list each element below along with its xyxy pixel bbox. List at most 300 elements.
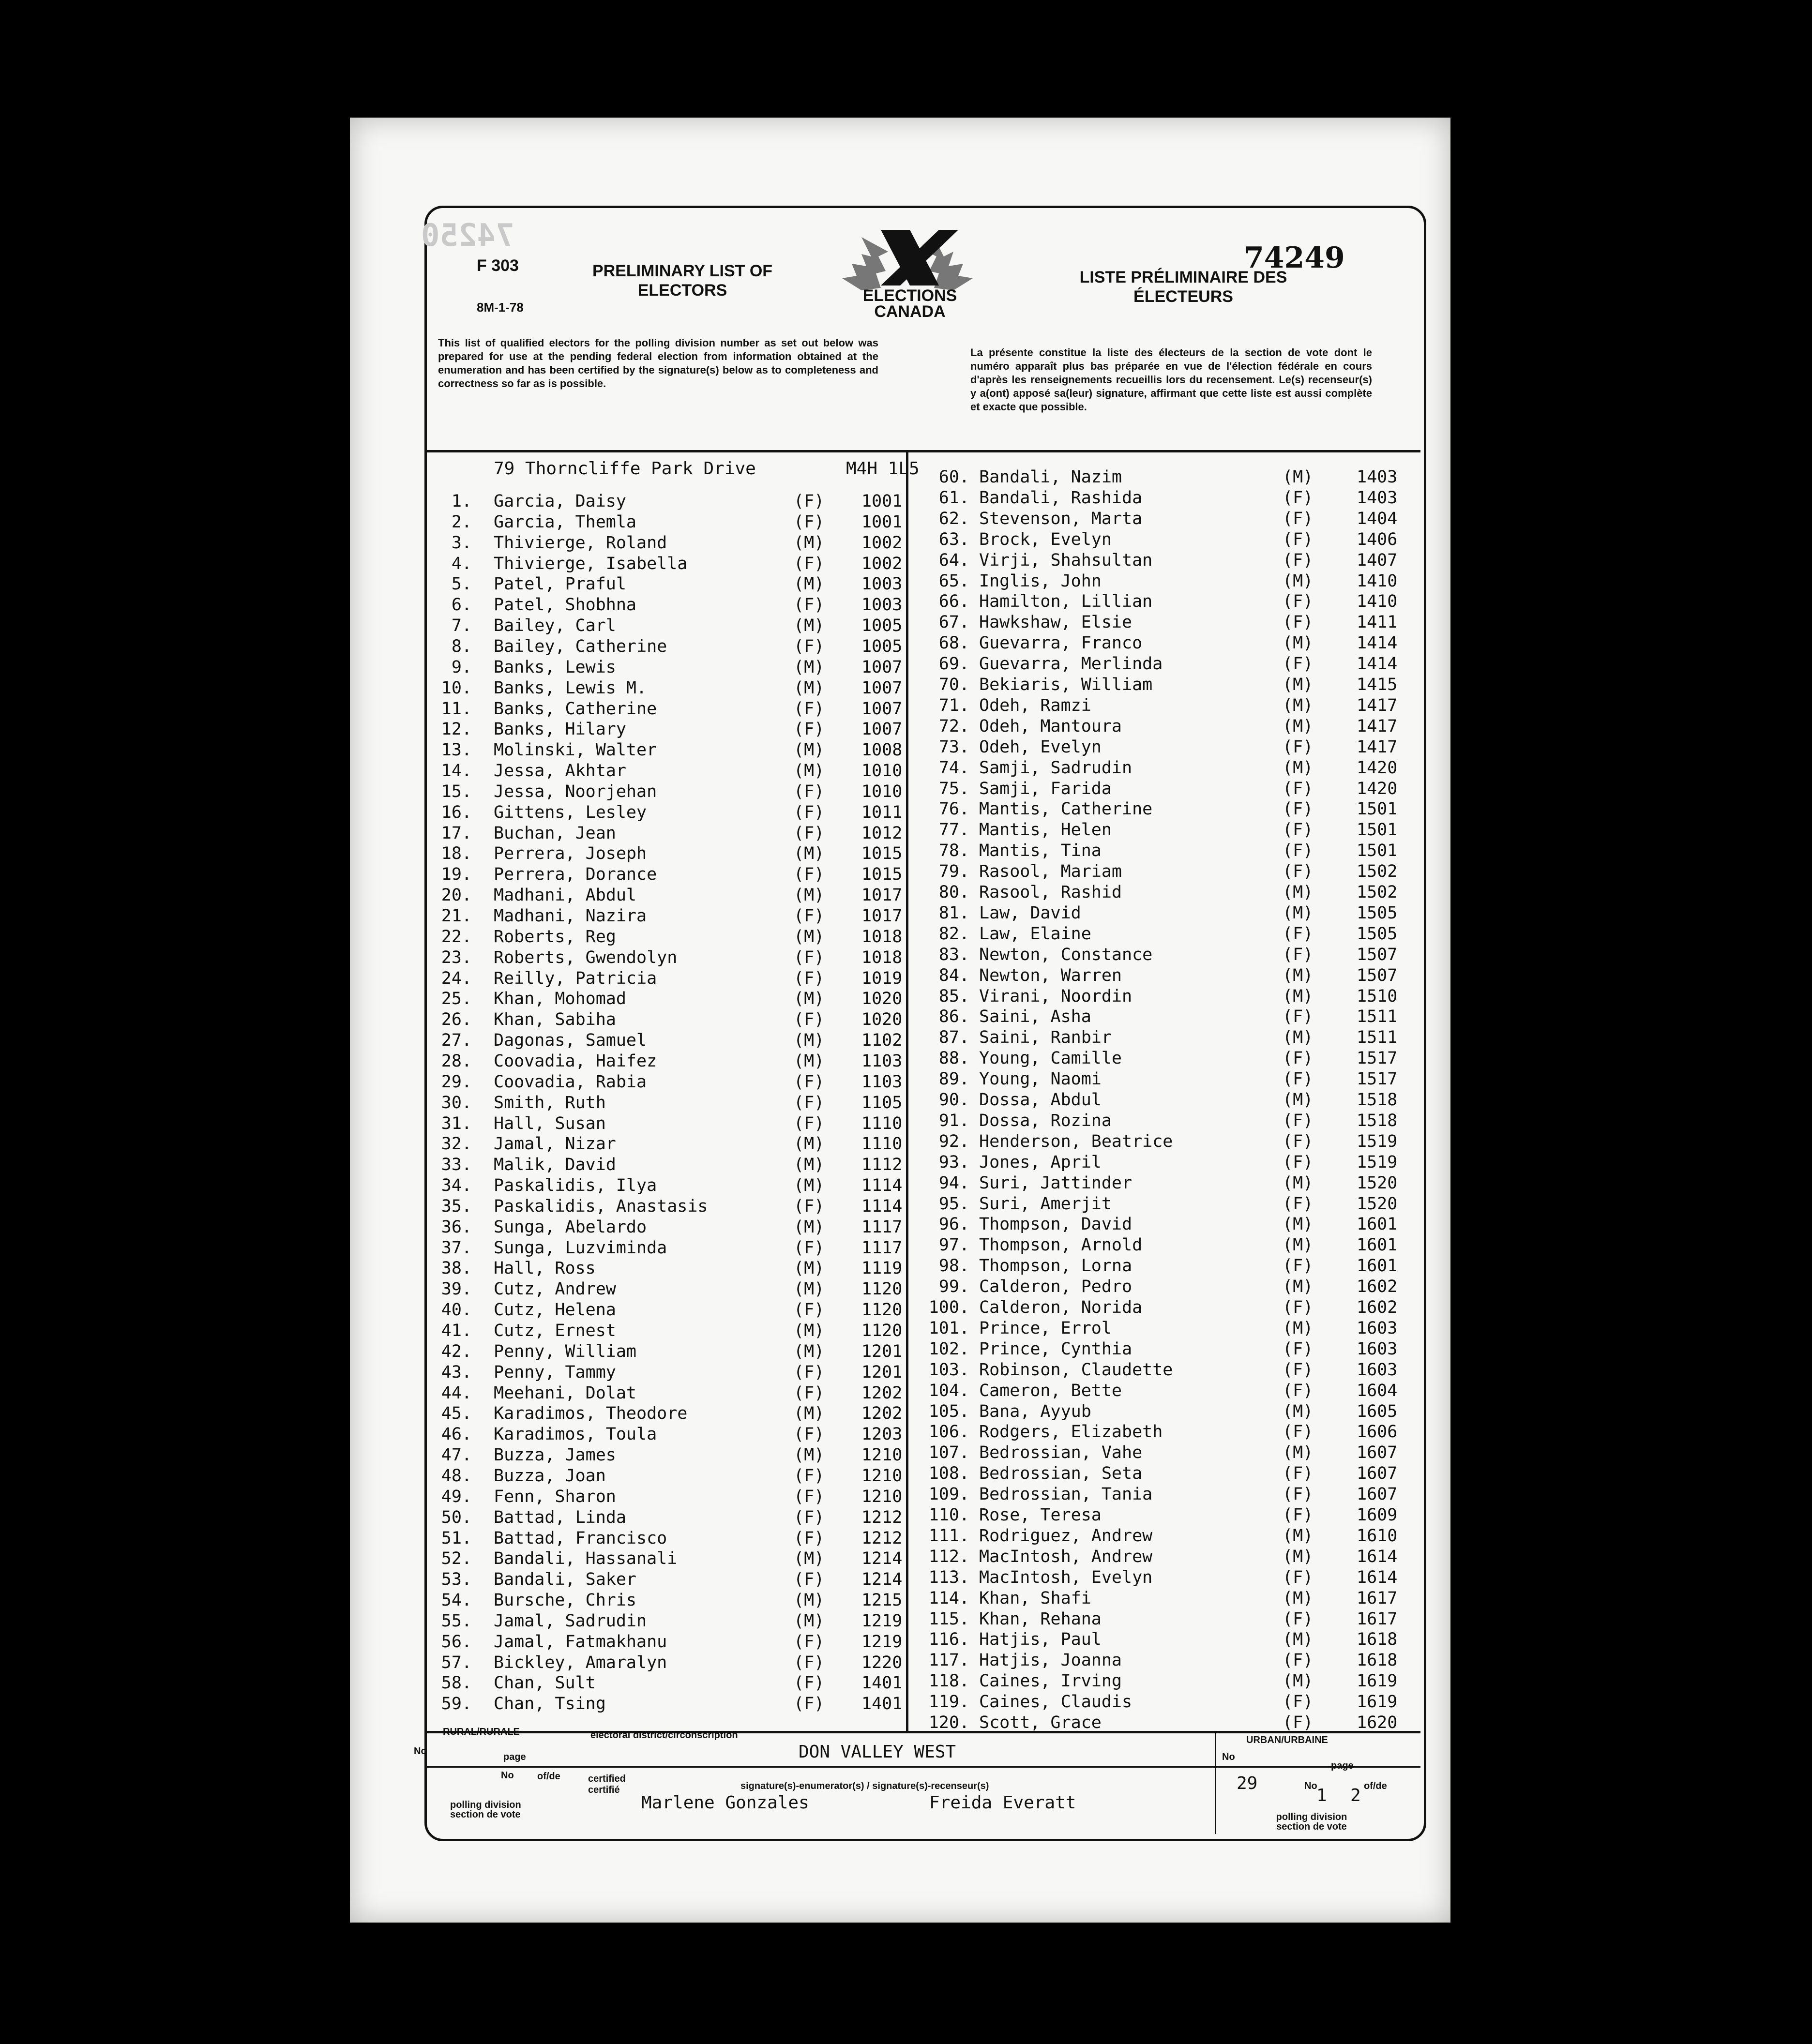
- elector-row: [909, 716, 1422, 737]
- elector-sex: (F): [1283, 1152, 1314, 1172]
- elector-sex: (M): [794, 927, 825, 947]
- elector-number: 12.: [441, 720, 472, 739]
- elector-row: [909, 965, 1422, 986]
- elector-number: 120.: [928, 1713, 969, 1732]
- elector-apartment: 1018: [861, 927, 903, 947]
- elector-row: [426, 719, 905, 740]
- rural-no-label: No: [414, 1746, 427, 1757]
- elector-name: Rasool, Mariam: [979, 862, 1122, 882]
- elector-number: 59.: [441, 1694, 472, 1714]
- elector-apartment: 1401: [861, 1694, 903, 1714]
- elector-row: [909, 1048, 1422, 1069]
- elector-name: Robinson, Claudette: [979, 1360, 1173, 1380]
- rural-page-label: page: [503, 1752, 526, 1762]
- elector-apartment: 1210: [861, 1445, 903, 1465]
- header-divider: [426, 450, 1420, 452]
- elector-row: [426, 1238, 905, 1259]
- elector-number: 37.: [441, 1238, 472, 1258]
- elector-row: [909, 1173, 1422, 1194]
- elector-number: 101.: [928, 1318, 969, 1338]
- elector-number: 61.: [938, 488, 969, 508]
- elector-row: [426, 1466, 905, 1487]
- elector-number: 43.: [441, 1362, 472, 1382]
- elector-apartment: 1219: [861, 1632, 903, 1652]
- elector-row: [426, 1362, 905, 1383]
- elector-number: 44.: [441, 1383, 472, 1403]
- elector-number: 102.: [928, 1339, 969, 1359]
- elector-name: Rodriguez, Andrew: [979, 1526, 1153, 1546]
- elector-number: 1.: [451, 492, 472, 511]
- elector-sex: (F): [1283, 592, 1314, 612]
- elector-apartment: 1518: [1357, 1111, 1398, 1130]
- elector-number: 96.: [938, 1215, 969, 1234]
- elector-row: [426, 1175, 905, 1196]
- elector-name: Calderon, Pedro: [979, 1277, 1132, 1297]
- elector-row: [426, 906, 905, 927]
- elector-row: [909, 861, 1422, 882]
- elector-name: Rodgers, Elizabeth: [979, 1422, 1163, 1442]
- elector-name: Young, Camille: [979, 1049, 1122, 1068]
- elector-apartment: 1410: [1357, 571, 1398, 591]
- elector-number: 95.: [938, 1194, 969, 1214]
- elector-name: Dossa, Rozina: [979, 1111, 1112, 1130]
- elector-name: Chan, Sult: [494, 1673, 596, 1693]
- elector-number: 49.: [441, 1487, 472, 1506]
- urban-no-label: No: [1222, 1752, 1235, 1762]
- elector-name: Patel, Shobhna: [494, 595, 637, 615]
- elector-apartment: 1012: [861, 823, 903, 843]
- elector-row: [909, 633, 1422, 654]
- urban-page-label: page: [1331, 1760, 1354, 1771]
- elector-apartment: 1603: [1357, 1360, 1398, 1380]
- elector-sex: (F): [794, 1487, 825, 1506]
- elector-apartment: 1005: [861, 636, 903, 656]
- elector-number: 41.: [441, 1321, 472, 1340]
- elector-name: Saini, Asha: [979, 1007, 1091, 1027]
- polling-division-number: 29: [1237, 1773, 1258, 1793]
- elector-sex: (F): [1283, 654, 1314, 674]
- elector-row: [426, 1093, 905, 1113]
- elector-apartment: 1614: [1357, 1547, 1398, 1566]
- elector-apartment: 1019: [861, 968, 903, 988]
- elector-row: [909, 924, 1422, 945]
- elector-sex: (F): [794, 947, 825, 967]
- elector-sex: (F): [794, 699, 825, 719]
- elector-name: Newton, Constance: [979, 945, 1153, 964]
- elector-number: 8.: [451, 636, 472, 656]
- elector-sex: (M): [794, 1341, 825, 1361]
- elector-number: 69.: [938, 654, 969, 674]
- elector-apartment: 1401: [861, 1673, 903, 1693]
- elector-sex: (M): [794, 616, 825, 636]
- elector-name: Samji, Farida: [979, 779, 1112, 798]
- elector-number: 60.: [938, 467, 969, 487]
- column-divider: [906, 451, 908, 1733]
- elector-number: 23.: [441, 947, 472, 967]
- elector-row: [909, 737, 1422, 758]
- elector-row: [909, 1588, 1422, 1609]
- elector-sex: (F): [1283, 820, 1314, 840]
- elector-apartment: 1011: [861, 802, 903, 822]
- elector-apartment: 1602: [1357, 1277, 1398, 1297]
- elector-sex: (M): [1283, 1173, 1314, 1193]
- elector-sex: (M): [1283, 1630, 1314, 1650]
- elector-number: 108.: [928, 1464, 969, 1484]
- elector-sex: (M): [1283, 1090, 1314, 1110]
- elector-number: 104.: [928, 1381, 969, 1400]
- elector-number: 93.: [938, 1152, 969, 1172]
- elector-sex: (M): [1283, 675, 1314, 694]
- elector-number: 35.: [441, 1196, 472, 1216]
- elector-name: Karadimos, Toula: [494, 1425, 657, 1444]
- elector-sex: (M): [1283, 1588, 1314, 1608]
- elector-number: 19.: [441, 865, 472, 885]
- elector-apartment: 1606: [1357, 1422, 1398, 1442]
- elector-sex: (F): [1283, 550, 1314, 570]
- elector-sex: (M): [1283, 1215, 1314, 1234]
- elector-sex: (F): [794, 1528, 825, 1548]
- elector-number: 84.: [938, 965, 969, 985]
- elector-name: Coovadia, Rabia: [494, 1072, 647, 1092]
- elector-row: [909, 1152, 1422, 1173]
- elector-sex: (M): [1283, 633, 1314, 653]
- elector-apartment: 1601: [1357, 1235, 1398, 1255]
- elector-name: Banks, Catherine: [494, 699, 657, 719]
- elector-number: 53.: [441, 1570, 472, 1590]
- elector-sex: (F): [794, 720, 825, 739]
- elector-row: [426, 636, 905, 657]
- elector-name: Hatjis, Paul: [979, 1630, 1102, 1650]
- elector-name: Roberts, Reg: [494, 927, 616, 947]
- elector-apartment: 1417: [1357, 737, 1398, 757]
- elector-row: [909, 675, 1422, 695]
- elector-number: 85.: [938, 986, 969, 1006]
- elector-name: Battad, Linda: [494, 1507, 626, 1527]
- elector-apartment: 1020: [861, 1010, 903, 1030]
- elector-row: [909, 1090, 1422, 1111]
- elector-row: [909, 1277, 1422, 1297]
- elector-apartment: 1112: [861, 1155, 903, 1175]
- elector-row: [426, 1673, 905, 1694]
- elector-row: [909, 1235, 1422, 1256]
- elector-number: 65.: [938, 571, 969, 591]
- elector-row: [909, 1339, 1422, 1360]
- elector-name: Khan, Rehana: [979, 1609, 1102, 1629]
- elector-row: [426, 1424, 905, 1445]
- elector-apartment: 1007: [861, 657, 903, 677]
- elector-apartment: 1520: [1357, 1194, 1398, 1214]
- elector-apartment: 1010: [861, 761, 903, 781]
- elector-sex: (F): [1283, 1651, 1314, 1670]
- elector-sex: (F): [794, 1238, 825, 1258]
- elector-sex: (F): [794, 512, 825, 532]
- elector-row: [426, 1279, 905, 1300]
- elector-apartment: 1605: [1357, 1401, 1398, 1421]
- elector-name: Jones, April: [979, 1152, 1102, 1172]
- elector-row: [909, 1526, 1422, 1547]
- elector-row: [426, 968, 905, 989]
- elector-number: 72.: [938, 716, 969, 736]
- elector-number: 45.: [441, 1404, 472, 1424]
- elector-apartment: 1103: [861, 1051, 903, 1071]
- title-english: PRELIMINARY LIST OF ELECTORS: [592, 262, 773, 300]
- elector-apartment: 1603: [1357, 1339, 1398, 1359]
- elector-name: Bedrossian, Seta: [979, 1464, 1143, 1484]
- elector-sex: (M): [794, 1031, 825, 1051]
- elector-row: [909, 1547, 1422, 1567]
- elector-name: Penny, Tammy: [494, 1362, 616, 1382]
- elector-apartment: 1002: [861, 554, 903, 573]
- elector-number: 38.: [441, 1259, 472, 1278]
- elector-apartment: 1610: [1357, 1526, 1398, 1546]
- elector-number: 63.: [938, 529, 969, 549]
- elector-name: Dossa, Abdul: [979, 1090, 1102, 1110]
- elector-name: Gittens, Lesley: [494, 802, 647, 822]
- elector-row: [426, 1403, 905, 1424]
- title-french: LISTE PRÉLIMINAIRE DES ÉLECTEURS: [1079, 268, 1287, 306]
- elector-apartment: 1007: [861, 678, 903, 698]
- elector-name: Jessa, Akhtar: [494, 761, 626, 781]
- elector-name: Perrera, Joseph: [494, 844, 647, 864]
- elector-name: Smith, Ruth: [494, 1093, 606, 1112]
- elector-name: Guevarra, Merlinda: [979, 654, 1163, 674]
- elector-sex: (F): [1283, 1609, 1314, 1629]
- elector-sex: (F): [794, 1093, 825, 1112]
- elector-number: 10.: [441, 678, 472, 698]
- elector-apartment: 1120: [861, 1279, 903, 1299]
- elector-number: 51.: [441, 1528, 472, 1548]
- elector-name: MacIntosh, Andrew: [979, 1547, 1153, 1566]
- elector-sex: (F): [1283, 488, 1314, 508]
- elector-apartment: 1617: [1357, 1588, 1398, 1608]
- elector-name: Malik, David: [494, 1155, 616, 1175]
- elector-number: 30.: [441, 1093, 472, 1112]
- elector-sex: (F): [1283, 1131, 1314, 1151]
- elector-name: Prince, Errol: [979, 1318, 1112, 1338]
- elector-apartment: 1008: [861, 740, 903, 760]
- elector-number: 50.: [441, 1507, 472, 1527]
- elector-apartment: 1007: [861, 699, 903, 719]
- elector-row: [426, 1051, 905, 1072]
- footer-row-line: [426, 1766, 1420, 1768]
- elector-number: 54.: [441, 1591, 472, 1610]
- elector-name: Calderon, Norida: [979, 1298, 1143, 1317]
- elector-number: 28.: [441, 1051, 472, 1071]
- elector-sex: (M): [1283, 571, 1314, 591]
- elector-apartment: 1017: [861, 906, 903, 926]
- elector-apartment: 1517: [1357, 1069, 1398, 1089]
- elector-name: Saini, Ranbir: [979, 1028, 1112, 1048]
- elector-sex: (M): [794, 1051, 825, 1071]
- elector-row: [426, 782, 905, 802]
- elector-row: [426, 491, 905, 512]
- elector-number: 5.: [451, 574, 472, 594]
- elector-apartment: 1511: [1357, 1007, 1398, 1027]
- intro-english: This list of qualified electors for the polling division number as set out below was prepared for use at the pending federal election from information obtained at the enumeration and has been certified by the signature(s) below as to completeness and correctness so far as is possible.: [438, 337, 878, 390]
- elector-sex: (F): [794, 802, 825, 822]
- elector-name: Banks, Hilary: [494, 720, 626, 739]
- elector-sex: (F): [1283, 1069, 1314, 1089]
- elector-name: Mantis, Helen: [979, 820, 1112, 840]
- elector-sex: (M): [1283, 1028, 1314, 1048]
- elector-row: [426, 512, 905, 533]
- elector-row: [426, 761, 905, 782]
- elector-name: Perrera, Dorance: [494, 865, 657, 885]
- elector-number: 21.: [441, 906, 472, 926]
- elector-sex: (F): [1283, 509, 1314, 528]
- elector-sex: (M): [794, 1176, 825, 1196]
- elector-number: 113.: [928, 1567, 969, 1587]
- elector-name: Young, Naomi: [979, 1069, 1102, 1089]
- elector-apartment: 1507: [1357, 945, 1398, 964]
- elector-number: 6.: [451, 595, 472, 615]
- elector-number: 106.: [928, 1422, 969, 1442]
- elector-sex: (F): [1283, 841, 1314, 861]
- elector-number: 97.: [938, 1235, 969, 1255]
- elector-name: Madhani, Abdul: [494, 886, 637, 905]
- elector-apartment: 1114: [861, 1196, 903, 1216]
- elector-apartment: 1417: [1357, 716, 1398, 736]
- elector-number: 17.: [441, 823, 472, 843]
- elector-number: 67.: [938, 613, 969, 632]
- elector-row: [909, 1069, 1422, 1090]
- elector-name: Rasool, Rashid: [979, 883, 1122, 902]
- rural-page-no-label: No: [501, 1770, 514, 1781]
- elector-row: [426, 533, 905, 554]
- elector-sex: (F): [1283, 1339, 1314, 1359]
- elector-number: 7.: [451, 616, 472, 636]
- elector-name: Hall, Ross: [494, 1259, 596, 1278]
- elector-row: [909, 945, 1422, 965]
- elector-row: [426, 927, 905, 947]
- elector-sex: (F): [794, 968, 825, 988]
- elector-sex: (F): [794, 1507, 825, 1527]
- elector-number: 15.: [441, 782, 472, 801]
- elector-apartment: 1001: [861, 512, 903, 532]
- elector-number: 48.: [441, 1466, 472, 1486]
- elector-sex: (M): [794, 1611, 825, 1631]
- elector-row: [426, 1487, 905, 1507]
- elector-number: 117.: [928, 1651, 969, 1670]
- elector-name: Jamal, Nizar: [494, 1134, 616, 1154]
- elector-sex: (M): [794, 1445, 825, 1465]
- elector-apartment: 1120: [861, 1300, 903, 1320]
- elector-sex: (F): [794, 1673, 825, 1693]
- elector-number: 22.: [441, 927, 472, 947]
- elector-number: 26.: [441, 1010, 472, 1030]
- elector-sex: (F): [794, 1383, 825, 1403]
- elector-row: [426, 1258, 905, 1279]
- elector-name: Odeh, Mantoura: [979, 716, 1122, 736]
- elector-number: 36.: [441, 1217, 472, 1237]
- elector-sex: (F): [1283, 1007, 1314, 1027]
- elector-row: [426, 1113, 905, 1134]
- elector-number: 13.: [441, 740, 472, 760]
- elector-number: 55.: [441, 1611, 472, 1631]
- elector-name: Garcia, Daisy: [494, 492, 626, 511]
- elector-number: 42.: [441, 1341, 472, 1361]
- elector-apartment: 1105: [861, 1093, 903, 1112]
- elector-sex: (M): [794, 574, 825, 594]
- elector-row: [426, 1694, 905, 1714]
- elector-sex: (M): [794, 1217, 825, 1237]
- elector-number: 119.: [928, 1692, 969, 1712]
- elector-row: [909, 1484, 1422, 1505]
- elector-row: [426, 1590, 905, 1611]
- elector-name: Karadimos, Theodore: [494, 1404, 688, 1424]
- elector-apartment: 1210: [861, 1487, 903, 1506]
- elector-sex: (F): [794, 1362, 825, 1382]
- elector-row: [909, 1214, 1422, 1235]
- elector-row: [909, 1007, 1422, 1027]
- elector-row: [426, 740, 905, 761]
- elector-name: Suri, Jattinder: [979, 1173, 1132, 1193]
- elector-apartment: 1420: [1357, 779, 1398, 798]
- elector-row: [426, 802, 905, 823]
- elector-apartment: 1411: [1357, 613, 1398, 632]
- elector-name: Jessa, Noorjehan: [494, 782, 657, 801]
- elector-number: 81.: [938, 903, 969, 923]
- elector-row: [426, 1569, 905, 1590]
- elector-sex: (F): [794, 1425, 825, 1444]
- elector-apartment: 1018: [861, 947, 903, 967]
- elector-sex: (F): [1283, 1505, 1314, 1525]
- elector-name: Henderson, Beatrice: [979, 1131, 1173, 1151]
- elector-row: [426, 1445, 905, 1466]
- elector-row: [909, 1194, 1422, 1215]
- elector-name: Bursche, Chris: [494, 1591, 637, 1610]
- elector-number: 4.: [451, 554, 472, 573]
- elector-sex: (F): [1283, 737, 1314, 757]
- elector-number: 73.: [938, 737, 969, 757]
- elector-row: [909, 1505, 1422, 1526]
- elector-apartment: 1502: [1357, 883, 1398, 902]
- elector-number: 116.: [928, 1630, 969, 1650]
- elector-sex: (M): [794, 1404, 825, 1424]
- elector-name: Battad, Francisco: [494, 1528, 667, 1548]
- elector-row: [426, 1300, 905, 1321]
- elector-name: Bailey, Carl: [494, 616, 616, 636]
- elector-sex: (F): [1283, 1049, 1314, 1068]
- elector-row: [426, 1653, 905, 1673]
- elector-sex: (F): [1283, 1256, 1314, 1276]
- elector-row: [426, 616, 905, 636]
- elector-apartment: 1602: [1357, 1298, 1398, 1317]
- elector-apartment: 1501: [1357, 799, 1398, 819]
- elector-apartment: 1215: [861, 1591, 903, 1610]
- elector-sex: (M): [794, 1591, 825, 1610]
- elector-apartment: 1519: [1357, 1131, 1398, 1151]
- elector-apartment: 1404: [1357, 509, 1398, 528]
- elector-name: Cutz, Helena: [494, 1300, 616, 1320]
- elector-row: [426, 1072, 905, 1093]
- elector-sex: (F): [794, 1300, 825, 1320]
- elector-number: 89.: [938, 1069, 969, 1089]
- elector-apartment: 1110: [861, 1134, 903, 1154]
- elector-name: Rose, Teresa: [979, 1505, 1102, 1525]
- rural-of-label: of/de: [537, 1771, 560, 1782]
- elector-name: Odeh, Evelyn: [979, 737, 1102, 757]
- elector-row: [909, 488, 1422, 509]
- enumerator-2-signature: Freida Everatt: [929, 1793, 1076, 1813]
- elector-apartment: 1214: [861, 1570, 903, 1590]
- elector-sex: (F): [1283, 924, 1314, 944]
- elector-row: [909, 1401, 1422, 1422]
- elector-row: [426, 1217, 905, 1238]
- elector-name: Virji, Shahsultan: [979, 550, 1153, 570]
- elector-number: 76.: [938, 799, 969, 819]
- elector-row: [426, 554, 905, 574]
